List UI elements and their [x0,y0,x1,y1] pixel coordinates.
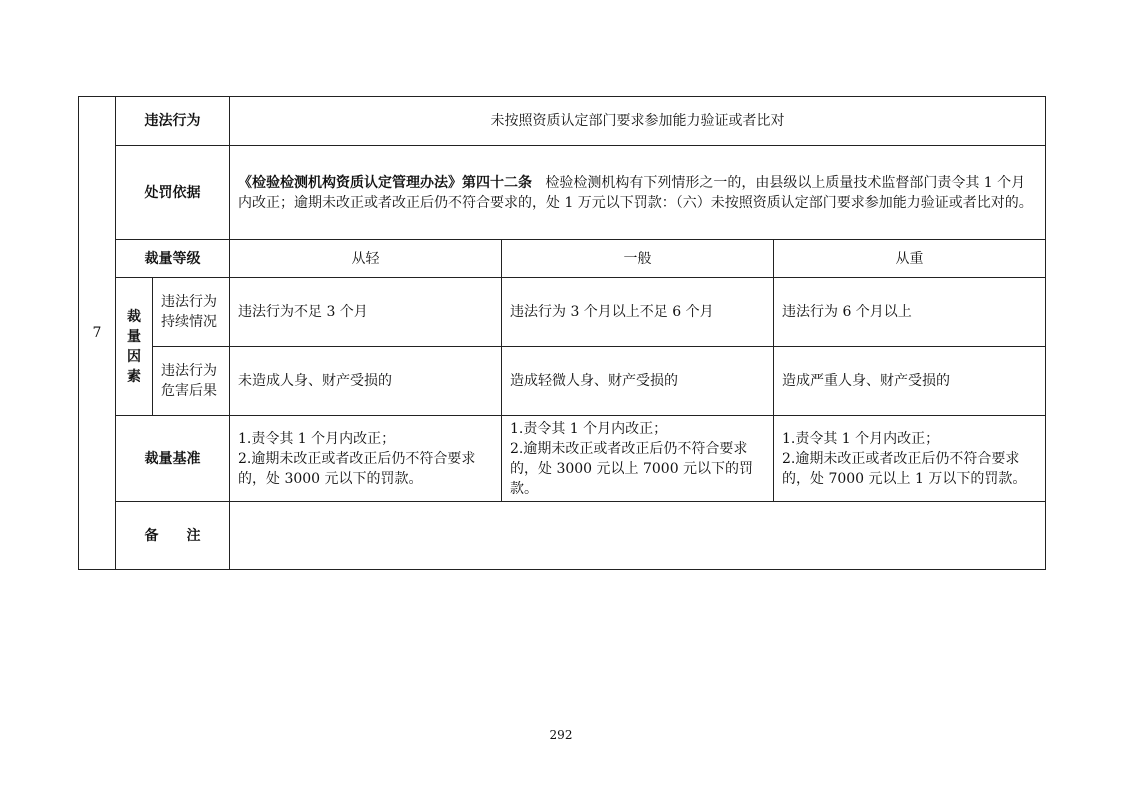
basis-text [230,146,1046,240]
duration-row [79,278,1046,347]
remarks-row [79,502,1046,570]
remarks-value [230,502,1046,570]
harm-label: 违法行为危害后果 [153,347,230,416]
standard-label: 裁量基准 [116,416,230,502]
page-number: 292 [549,728,573,742]
basis-lead: 《检验检测机构资质认定管理办法》第四十二条 [238,174,532,191]
standard-heavy [774,416,1046,502]
standard-normal-line1: 1.责令其 1 个月内改正； [510,420,668,437]
level-normal: 一般 [502,240,774,278]
duration-label: 违法行为持续情况 [153,278,230,347]
duration-normal: 违法行为 3 个月以上不足 6 个月 [502,278,774,347]
harm-light: 未造成人身、财产受损的 [230,347,502,416]
standard-light-line1: 1.责令其 1 个月内改正； [238,430,396,447]
violation-row [79,97,1046,146]
level-heavy: 从重 [774,240,1046,278]
levels-row [79,240,1046,278]
duration-heavy: 违法行为 6 个月以上 [774,278,1046,347]
violation-label: 违法行为 [116,97,230,146]
standard-heavy-line2: 2.逾期未改正或者改正后仍不符合要求的，处 7000 元以上 1 万以下的罚款。 [782,450,1027,487]
level-light: 从轻 [230,240,502,278]
row-number: 7 [79,97,116,570]
levels-label: 裁量等级 [116,240,230,278]
basis-body: 检验检测机构有下列情形之一的，由县级以上质量技术监督部门责令其 1 个月内改正；逾期未改正或者改正后仍不符合要求的，处 1 万元以下罚款：（六）未按照资质认定部门要求参加能力验证或者比对的。 [238,174,1033,211]
standard-normal-line2: 2.逾期未改正或者改正后仍不符合要求的，处 3000 元以上 7000 元以下的罚款。 [510,440,754,497]
discretion-table [78,96,1046,570]
factors-label-text: 裁量因素 [127,308,141,385]
factors-label [116,278,153,416]
harm-heavy: 造成严重人身、财产受损的 [774,347,1046,416]
basis-row [79,146,1046,240]
standard-light [230,416,502,502]
remarks-label: 备注 [116,502,230,570]
violation-value: 未按照资质认定部门要求参加能力验证或者比对 [230,97,1046,146]
basis-label: 处罚依据 [116,146,230,240]
standard-light-line2: 2.逾期未改正或者改正后仍不符合要求的，处 3000 元以下的罚款。 [238,450,476,487]
harm-normal: 造成轻微人身、财产受损的 [502,347,774,416]
harm-row [79,347,1046,416]
standard-heavy-line1: 1.责令其 1 个月内改正； [782,430,940,447]
duration-light: 违法行为不足 3 个月 [230,278,502,347]
standard-row [79,416,1046,502]
standard-normal [502,416,774,502]
